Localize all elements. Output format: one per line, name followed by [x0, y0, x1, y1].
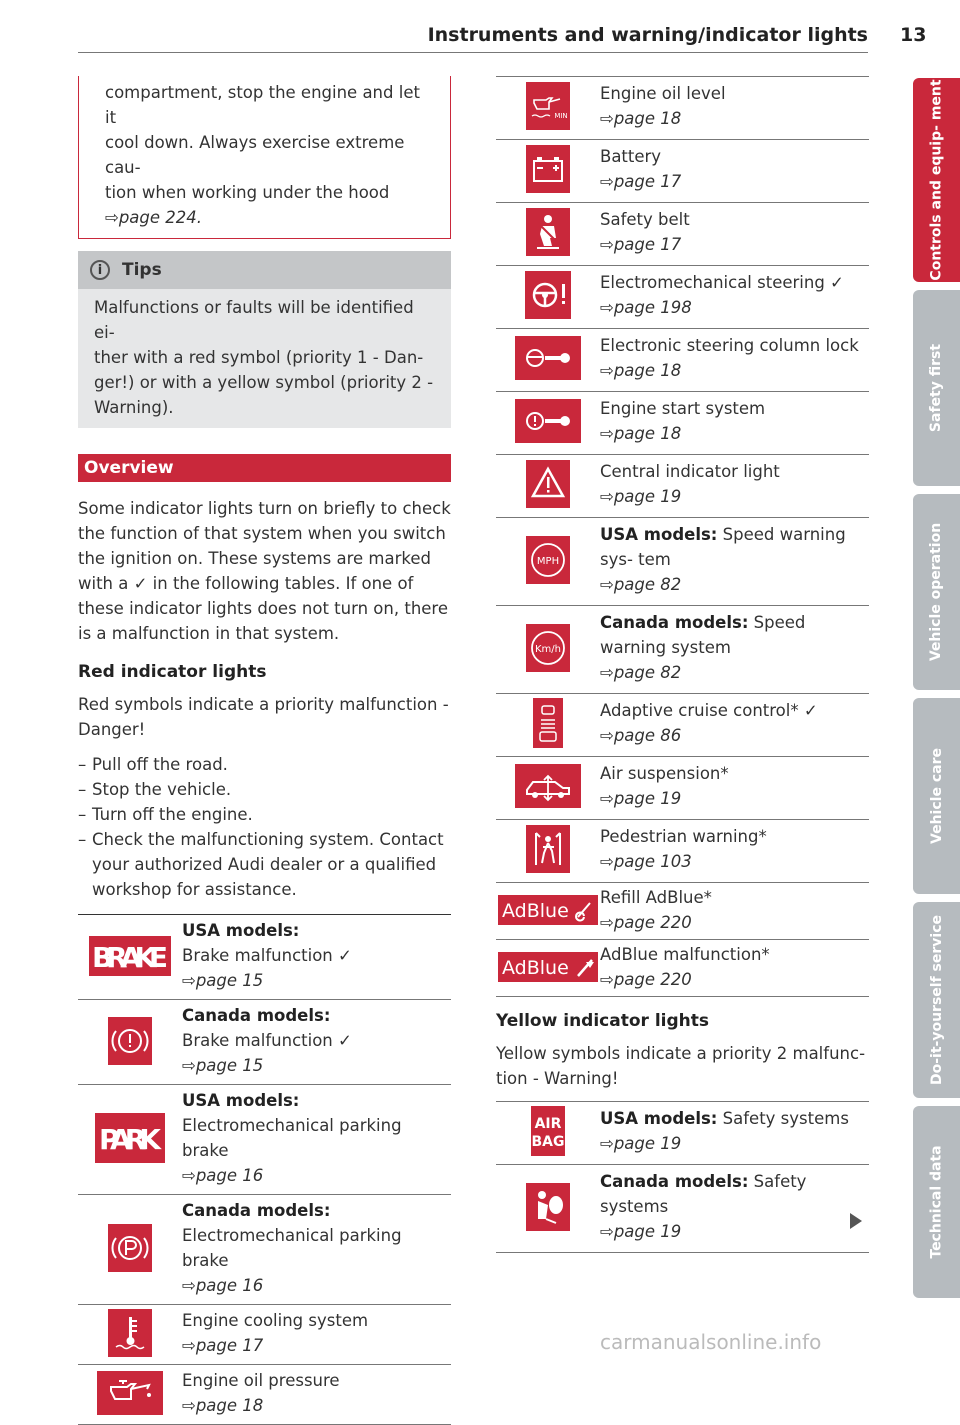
- icon-cell: [496, 1169, 600, 1244]
- air-suspension-icon: [515, 764, 581, 808]
- airbag-person-icon: [526, 1183, 570, 1231]
- row-page-ref[interactable]: ⇨page 86: [600, 726, 682, 745]
- row-text: [182, 1088, 451, 1188]
- svg-text:AdBlue: AdBlue: [502, 900, 569, 922]
- row-text: [600, 459, 869, 509]
- yellow-indicator-table: [496, 1101, 869, 1253]
- icon-cell: [496, 207, 600, 257]
- svg-text:AdBlue: AdBlue: [502, 957, 569, 979]
- oil-can-icon: [97, 1371, 163, 1415]
- row-page-ref[interactable]: ⇨page 18: [600, 361, 682, 380]
- row-page-ref[interactable]: ⇨page 17: [600, 172, 682, 191]
- overview-line: is a malfunction in that system.: [78, 624, 340, 643]
- row-label: Air suspension*: [600, 764, 729, 783]
- warning-line: cool down. Always exercise extreme cau-: [105, 133, 405, 177]
- row-page-ref[interactable]: ⇨page 16: [182, 1166, 264, 1185]
- bullet-dash: –: [78, 755, 87, 774]
- overview-line: the function of that system when you switch: [78, 524, 446, 543]
- row-text: [600, 396, 869, 446]
- list-item: [78, 752, 451, 777]
- brake-circle-icon: [108, 1017, 152, 1065]
- row-label: Central indicator light: [600, 462, 780, 481]
- row-label: Safety systems: [722, 1109, 849, 1128]
- table-row: [496, 694, 869, 757]
- red-indicator-table-left: [78, 914, 451, 1425]
- svg-text:MPH: MPH: [536, 555, 560, 567]
- icon-cell: [496, 270, 600, 320]
- tab-vehicle-operation[interactable]: [913, 494, 960, 690]
- list-item: [78, 827, 451, 902]
- row-model: USA models:: [600, 525, 718, 544]
- row-page-ref[interactable]: ⇨page 15: [182, 971, 264, 990]
- tips-line: ger!) or with a yellow symbol (priority 2 -: [94, 373, 434, 392]
- icon-cell: [78, 1003, 182, 1078]
- row-label: Brake malfunction ✓: [182, 946, 352, 965]
- list-item: [78, 777, 451, 802]
- row-page-ref[interactable]: ⇨page 16: [182, 1276, 264, 1295]
- red-steps-list: [78, 752, 451, 902]
- warning-box-tail: [78, 76, 451, 239]
- row-page-ref[interactable]: ⇨page 220: [600, 913, 692, 932]
- tab-label: Safety first: [928, 343, 945, 433]
- row-model: USA models:: [182, 1091, 300, 1110]
- row-text: [600, 270, 869, 320]
- list-item-text: Check the malfunctioning system. Contact your authorized Audi dealer or a qualified workshop for assistance.: [92, 830, 444, 899]
- row-text: [600, 333, 869, 383]
- yellow-intro: [496, 1041, 869, 1091]
- row-text: [600, 207, 869, 257]
- row-label: Engine start system: [600, 399, 766, 418]
- red-intro-line: Danger!: [78, 720, 146, 739]
- red-indicator-table-right: [496, 76, 869, 997]
- icon-cell: [496, 885, 600, 935]
- info-icon: i: [90, 260, 110, 280]
- tab-do-it-yourself-service[interactable]: [913, 902, 960, 1098]
- row-page-ref[interactable]: ⇨page 15: [182, 1056, 264, 1075]
- icon-cell: [496, 144, 600, 194]
- tab-label: Vehicle care: [928, 748, 945, 844]
- right-column: [496, 76, 869, 1253]
- icon-cell: [496, 698, 600, 748]
- page-header: [78, 18, 868, 53]
- list-item-text: Stop the vehicle.: [92, 780, 232, 799]
- oil-level-icon: [526, 82, 570, 130]
- kmh-speed-icon: [526, 624, 570, 672]
- row-text: [600, 942, 869, 992]
- table-row: [496, 820, 869, 883]
- table-row: [78, 1305, 451, 1365]
- icon-cell: [496, 81, 600, 131]
- coolant-temperature-icon: [108, 1309, 152, 1357]
- tips-line: Malfunctions or faults will be identified ei-: [94, 298, 414, 342]
- adblue-malfunction-icon: [498, 952, 598, 982]
- row-page-ref[interactable]: ⇨page 19: [600, 1134, 682, 1153]
- row-model: Canada models:: [600, 613, 749, 632]
- tab-controls-and-equipment[interactable]: [913, 78, 960, 282]
- icon-cell: [496, 522, 600, 597]
- adblue-refill-icon: [498, 895, 598, 925]
- table-row: [78, 1000, 451, 1085]
- row-label: Battery: [600, 147, 662, 166]
- bullet-dash: –: [78, 805, 87, 824]
- row-page-ref[interactable]: ⇨page 198: [600, 298, 692, 317]
- row-label: Speed warning sys- tem: [600, 525, 846, 569]
- row-text: [600, 761, 869, 811]
- table-row: [496, 757, 869, 820]
- row-label: Engine cooling system: [182, 1311, 369, 1330]
- row-text: [600, 610, 869, 685]
- icon-cell: [78, 1198, 182, 1298]
- row-model: Canada models:: [182, 1201, 331, 1220]
- tips-header: [78, 251, 451, 289]
- svg-text:BAG: BAG: [531, 1134, 565, 1150]
- mph-speed-icon: [526, 536, 570, 584]
- warning-line: compartment, stop the engine and let it: [105, 83, 420, 127]
- row-page-ref[interactable]: ⇨page 18: [182, 1396, 264, 1415]
- icon-cell: [496, 824, 600, 874]
- page-number: 13: [900, 24, 927, 46]
- parking-brake-circle-icon: [108, 1224, 152, 1272]
- row-model: Canada models:: [600, 1172, 749, 1191]
- table-row: [496, 392, 869, 455]
- row-label: Speed warning system: [600, 613, 806, 657]
- row-text: [600, 824, 869, 874]
- table-row: [496, 518, 869, 606]
- row-label: Electronic steering column lock: [600, 336, 859, 355]
- table-row: [496, 266, 869, 329]
- icon-cell: [496, 333, 600, 383]
- table-row: [496, 329, 869, 392]
- row-text: [600, 1106, 869, 1156]
- overview-line: the ignition on. These systems are marked: [78, 549, 431, 568]
- overview-line: Some indicator lights turn on briefly to check: [78, 499, 451, 518]
- row-text: [182, 1308, 451, 1358]
- row-page-ref[interactable]: ⇨page 19: [600, 487, 682, 506]
- red-indicator-heading: Red indicator lights: [78, 662, 267, 682]
- tab-label: Vehicle operation: [928, 522, 945, 662]
- row-label: Electromechanical parking brake: [182, 1116, 402, 1160]
- table-row: [496, 883, 869, 940]
- airbag-text-icon: [531, 1106, 565, 1156]
- row-text: [182, 1368, 451, 1418]
- row-label: Refill AdBlue*: [600, 888, 712, 907]
- row-model: USA models:: [600, 1109, 718, 1128]
- overview-line: with a ✓ in the following tables. If one of: [78, 574, 414, 593]
- yellow-intro-line: tion - Warning!: [496, 1069, 619, 1088]
- row-text: [600, 144, 869, 194]
- row-label: Engine oil pressure: [182, 1371, 340, 1390]
- row-page-ref[interactable]: ⇨page 17: [182, 1336, 264, 1355]
- tips-line: ther with a red symbol (priority 1 - Dan-: [94, 348, 424, 367]
- tab-safety-first[interactable]: [913, 290, 960, 486]
- row-text: [600, 522, 869, 597]
- row-page-ref[interactable]: ⇨page 19: [600, 1222, 682, 1241]
- row-model: Canada models:: [182, 1006, 331, 1025]
- header-title: Instruments and warning/indicator lights: [427, 24, 868, 46]
- brake-text-icon: [89, 936, 171, 976]
- watermark: carmanualsonline.info: [600, 1330, 822, 1354]
- row-page-ref[interactable]: ⇨page 19: [600, 789, 682, 808]
- row-label: Adaptive cruise control* ✓: [600, 701, 818, 720]
- yellow-intro-line: Yellow symbols indicate a priority 2 malfunc-: [496, 1044, 866, 1063]
- icon-cell: [496, 1106, 600, 1156]
- park-text-icon: [95, 1113, 165, 1163]
- row-label: Electromechanical parking brake: [182, 1226, 402, 1270]
- row-text: [600, 1169, 869, 1244]
- row-label: Safety systems: [600, 1172, 807, 1216]
- tab-technical-data[interactable]: [913, 1106, 960, 1298]
- row-model: USA models:: [182, 921, 300, 940]
- tab-label: Do-it-yourself service: [928, 914, 945, 1086]
- warning-line: tion when working under the hood: [105, 183, 390, 202]
- icon-cell: [496, 459, 600, 509]
- icon-cell: [496, 610, 600, 685]
- steering-lock-icon: [515, 336, 581, 380]
- list-item-text: Turn off the engine.: [92, 805, 253, 824]
- row-label: AdBlue malfunction*: [600, 945, 770, 964]
- icon-cell: [496, 761, 600, 811]
- tips-title: Tips: [122, 260, 162, 280]
- svg-text:AIR: AIR: [534, 1116, 562, 1132]
- row-page-ref[interactable]: ⇨page 220: [600, 970, 692, 989]
- yellow-indicator-heading: Yellow indicator lights: [496, 1011, 709, 1031]
- overview-heading: Overview: [78, 454, 451, 482]
- central-warning-triangle-icon: [526, 460, 570, 508]
- overview-intro: [78, 496, 451, 646]
- engine-start-key-icon: [515, 399, 581, 443]
- row-text: [600, 81, 869, 131]
- steering-warning-icon: [515, 271, 581, 319]
- table-row: [496, 1102, 869, 1165]
- row-page-ref[interactable]: ⇨page 82: [600, 663, 682, 682]
- row-label: Brake malfunction ✓: [182, 1031, 352, 1050]
- tips-line: Warning).: [94, 398, 174, 417]
- list-item-text: Pull off the road.: [92, 755, 228, 774]
- table-row: [496, 1165, 869, 1253]
- battery-icon: [526, 145, 570, 193]
- icon-cell: [496, 396, 600, 446]
- overview-line: these indicator lights does not turn on, there: [78, 599, 449, 618]
- left-column: [78, 76, 451, 1425]
- svg-text:Km/h: Km/h: [534, 643, 562, 655]
- row-text: [600, 698, 869, 748]
- row-label: Electromechanical steering ✓: [600, 273, 844, 292]
- row-label: Engine oil level: [600, 84, 726, 103]
- icon-cell: [78, 1088, 182, 1188]
- list-item: [78, 802, 451, 827]
- row-page-ref[interactable]: ⇨page 18: [600, 109, 682, 128]
- row-text: [600, 885, 869, 935]
- red-intro-line: Red symbols indicate a priority malfunction -: [78, 695, 449, 714]
- table-row: [496, 455, 869, 518]
- row-text: [182, 1003, 451, 1078]
- table-row: [496, 606, 869, 694]
- svg-text:MIN: MIN: [554, 112, 568, 120]
- warning-page-ref[interactable]: ⇨page 224.: [105, 208, 203, 227]
- icon-cell: [78, 1308, 182, 1358]
- continue-arrow-icon: [850, 1213, 862, 1229]
- svg-text:PARK: PARK: [99, 1123, 161, 1156]
- row-page-ref[interactable]: ⇨page 18: [600, 424, 682, 443]
- adaptive-cruise-icon: [533, 698, 563, 748]
- row-page-ref[interactable]: ⇨page 17: [600, 235, 682, 254]
- table-row: [78, 1085, 451, 1195]
- table-row: [78, 1365, 451, 1425]
- row-page-ref[interactable]: ⇨page 82: [600, 575, 682, 594]
- table-row: [496, 77, 869, 140]
- row-label: Safety belt: [600, 210, 690, 229]
- table-row: [496, 940, 869, 997]
- tab-label: Controls and equip- ment: [928, 79, 945, 281]
- row-text: [182, 918, 451, 993]
- tab-label: Technical data: [928, 1145, 945, 1259]
- table-row: [78, 915, 451, 1000]
- red-intro: [78, 692, 451, 742]
- svg-text:BRAKE: BRAKE: [92, 940, 168, 974]
- icon-cell: [78, 918, 182, 993]
- pedestrian-warning-icon: [526, 825, 570, 873]
- row-label: Pedestrian warning*: [600, 827, 767, 846]
- tab-vehicle-care[interactable]: [913, 698, 960, 894]
- table-row: [78, 1195, 451, 1305]
- bullet-dash: –: [78, 780, 87, 799]
- seat-belt-icon: [526, 208, 570, 256]
- table-row: [496, 203, 869, 266]
- icon-cell: [78, 1368, 182, 1418]
- tips-body: [78, 289, 451, 428]
- bullet-dash: –: [78, 830, 87, 849]
- row-page-ref[interactable]: ⇨page 103: [600, 852, 692, 871]
- row-text: [182, 1198, 451, 1298]
- table-row: [496, 140, 869, 203]
- icon-cell: [496, 942, 600, 992]
